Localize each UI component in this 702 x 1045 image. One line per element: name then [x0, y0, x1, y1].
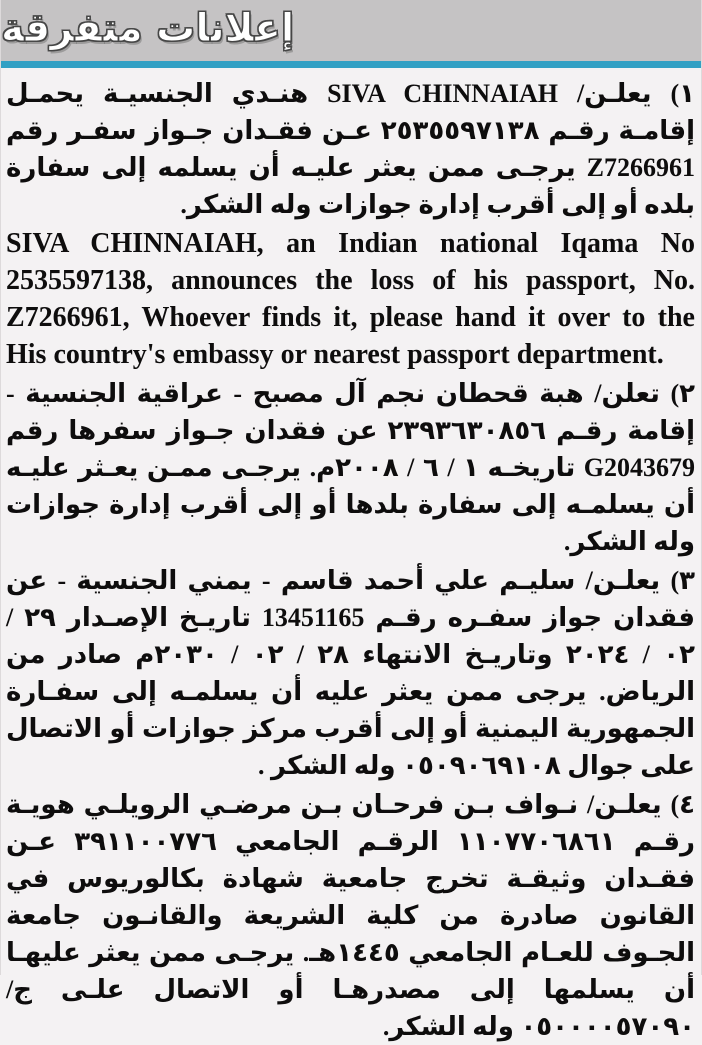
ad-4-arabic-text: ٤) يعلـن/ نـواف بـن فرحـان بـن مرضـي الرويلـي هويـة رقـم ١١٠٧٧٠٦٨٦١ الرقـم الجامعي ٣٩١١٠٠٧٧٦ عـن فقـدان وثيقـة تخرج جامعية شهادة بكالوريوس في القانون صادرة من كلية الشريعة والقانـون جامعة الجـوف للعـام الجامعي ١٤٤٥هـ. يرجـى ممن يعثر عليهـا أن يسلمها إلى مصدرهـا أو الاتصال علـى ج/ ٠٥٠٠٠٠٥٧٠٩٠ وله الشكر.: [6, 790, 695, 1041]
ad-3-arabic-text: ٣) يعلـن/ سليـم علي أحمد قاسم - يمني الجنسية - عن فقدان جواز سفـره رقـم 13451165 تاريـخ الإصـدار ٢٩ / ٠٢ / ٢٠٢٤ وتاريـخ الانتهاء ٢٨ / ٠٢ / ٢٠٣٠م صادر من الرياض. يرجى ممن يعثر عليه أن يسلمـه إلى سفـارة الجمهورية اليمنية أو إلى أقرب مركز جوازات أو الاتصال على جوال ٠٥٠٩٠٦٩١٠٨ وله الشكر .: [6, 566, 695, 780]
ad-1-arabic-text: ١) يعلـن/ SIVA CHINNAIAH هنـدي الجنسيـة يحمـل إقامـة رقـم ٢٥٣٥٥٩٧١٣٨ عـن فقـدان جـواز سفـر رقم Z7266961 يرجـى ممن يعثر عليـه أن يسلمه إلى سفارة بلده أو إلى أقرب إدارة جوازات وله الشكر.: [6, 79, 696, 219]
ad-2-arabic-text: ٢) تعلن/ هبة قحطان نجم آل مصبح - عراقية الجنسية - إقامة رقـم ٢٣٩٣٦٣٠٨٥٦ عن فقدان جـواز سفرها رقم G2043679 تاريخـه ١ / ٦ / ٢٠٠٨م. يرجـى ممـن يعـثر عليـه أن يسلمـه إلى سفارة بلدها أو إلى أقرب إدارة جوازات وله الشكر.: [6, 379, 695, 556]
ads-list: [1, 68, 701, 1045]
ad-1-english-text: SIVA CHINNAIAH, an Indian national Iqama No 2535597138, announces the loss of his passport, No. Z7266961, Whoever finds it, please hand it over to the His country's embassy or nearest passport department.: [6, 228, 695, 370]
divider-bar: [1, 61, 701, 68]
section-title: إعلانات متفرقة: [1, 6, 295, 51]
section-header: [1, 0, 701, 61]
